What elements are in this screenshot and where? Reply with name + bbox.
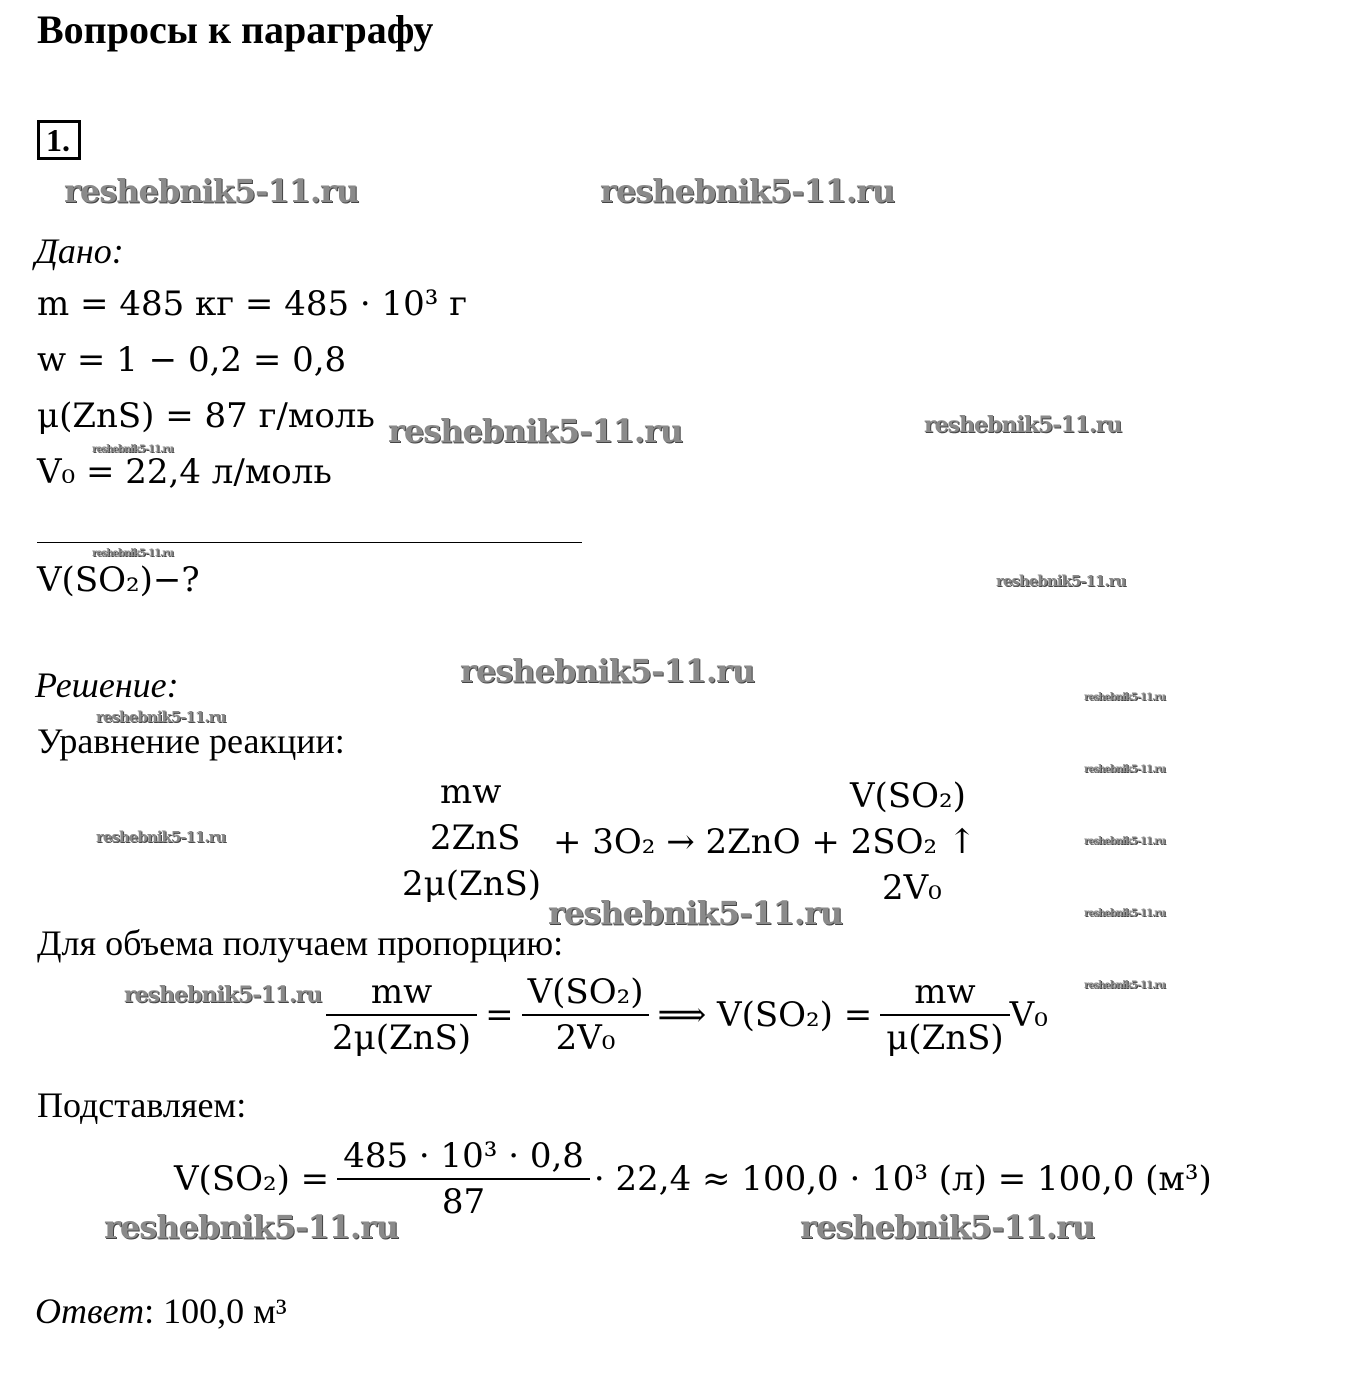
proportion-tail: V₀ [1009,995,1048,1035]
fraction [522,972,650,1058]
fraction-numerator: mw [914,972,976,1012]
substitution-formula [174,1136,1212,1222]
fraction [326,972,477,1058]
watermark: reshebnik5-11.ru [1084,764,1165,775]
fraction-denominator: 87 [441,1182,486,1222]
watermark: reshebnik5-11.ru [92,548,173,559]
substitution-result: · 22,4 ≈ 100,0 · 10³ (л) = 100,0 (м³) [593,1159,1212,1199]
answer-label: Ответ [35,1291,145,1331]
reaction-below-right: 2V₀ [882,868,942,908]
substitution-lhs: V(SO₂) = [174,1159,330,1199]
watermark: reshebnik5-11.ru [600,172,895,210]
equals-sign: = [485,995,514,1035]
watermark: reshebnik5-11.ru [996,572,1126,590]
implies-expression: ⟹ V(SO₂) = [657,995,873,1035]
watermark: reshebnik5-11.ru [96,828,226,846]
watermark: reshebnik5-11.ru [548,894,843,932]
divider-line [37,542,582,543]
given-fraction: w = 1 − 0,2 = 0,8 [37,340,347,380]
fraction-denominator: μ(ZnS) [886,1018,1004,1058]
fraction-bar [326,1014,477,1016]
proportion-formula [326,972,1048,1058]
watermark: reshebnik5-11.ru [388,412,683,450]
fraction-denominator: 2μ(ZnS) [332,1018,472,1058]
watermark: reshebnik5-11.ru [124,982,322,1008]
answer-line [35,1290,287,1332]
proportion-label: Для объема получаем пропорцию: [37,923,564,963]
fraction-numerator: mw [370,972,433,1012]
watermark: reshebnik5-11.ru [924,412,1122,438]
watermark: reshebnik5-11.ru [1084,980,1165,991]
reaction-above-left: mw [440,772,502,812]
reaction-label: Уравнение реакции: [37,721,345,761]
watermark: reshebnik5-11.ru [96,708,226,726]
fraction [880,972,1009,1058]
watermark: reshebnik5-11.ru [64,172,359,210]
given-molar-mass: μ(ZnS) = 87 г/моль [37,396,375,436]
find-quantity: V(SO₂)−? [37,560,200,600]
watermark: reshebnik5-11.ru [1084,692,1165,703]
watermark: reshebnik5-11.ru [104,1208,399,1246]
reaction-below-left: 2μ(ZnS) [402,864,542,904]
problem-number: 1. [37,120,81,160]
watermark: reshebnik5-11.ru [460,652,755,690]
page-title: Вопросы к параграфу [37,7,434,52]
fraction-bar [337,1178,590,1180]
substitute-label: Подставляем: [37,1085,247,1125]
given-molar-volume: V₀ = 22,4 л/моль [37,452,332,492]
watermark: reshebnik5-11.ru [1084,836,1165,847]
given-label: Дано: [35,231,124,271]
reaction-formula-left: 2ZnS [430,818,521,858]
solution-label: Решение: [35,665,179,705]
fraction-bar [880,1014,1009,1016]
watermark: reshebnik5-11.ru [1084,908,1165,919]
reaction-above-right: V(SO₂) [850,776,966,816]
fraction-denominator: 2V₀ [555,1018,616,1058]
watermark: reshebnik5-11.ru [800,1208,1095,1246]
given-mass: m = 485 кг = 485 · 10³ г [37,284,468,324]
fraction-numerator: 485 · 10³ · 0,8 [343,1136,584,1176]
reaction-rest: + 3O₂ → 2ZnO + 2SO₂ ↑ [553,822,977,862]
watermark: reshebnik5-11.ru [92,444,173,455]
fraction [337,1136,590,1222]
answer-value: : 100,0 м³ [144,1291,287,1331]
fraction-bar [522,1014,650,1016]
fraction-numerator: V(SO₂) [527,972,644,1012]
